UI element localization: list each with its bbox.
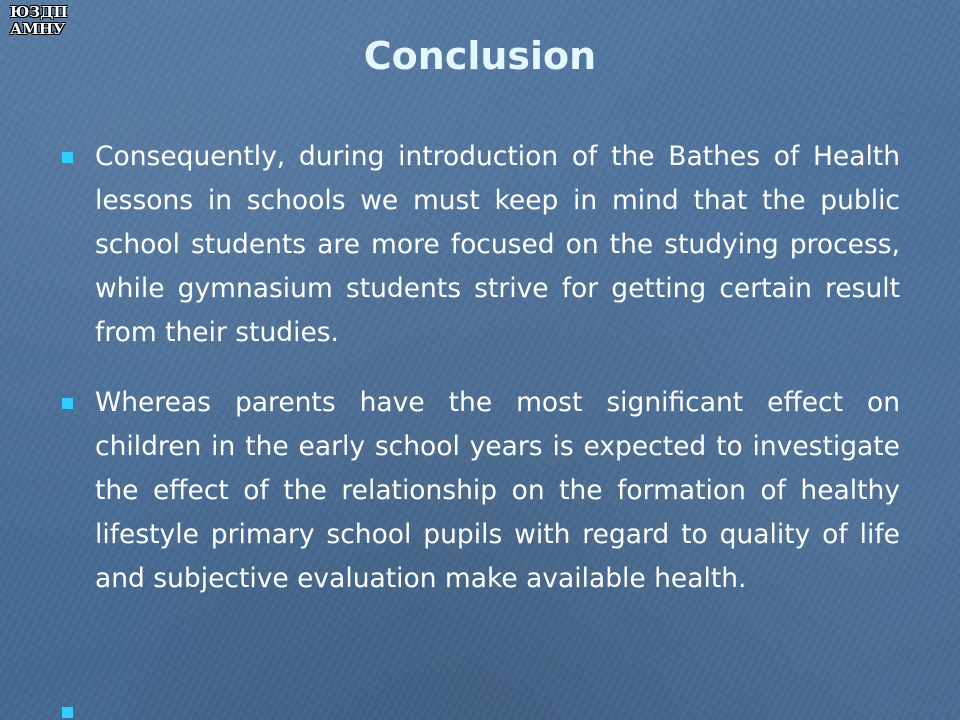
bullet-item-2 bbox=[62, 381, 900, 601]
square-bullet-icon bbox=[62, 152, 73, 163]
logo-line-2: АМНУ bbox=[10, 20, 66, 38]
bullet-list bbox=[62, 135, 900, 627]
logo-line-1: ЮЗДП bbox=[10, 3, 68, 21]
bullet-text-1: Consequently, during introduction of the Bathes of Health lessons in schools we must keep in mind that the public school students are more focused on the studying process, while gymnasium students strive for getting certain result from their studies. bbox=[95, 141, 900, 348]
slide-title: Conclusion bbox=[363, 34, 597, 78]
square-bullet-icon bbox=[62, 398, 73, 409]
square-bullet-icon bbox=[62, 707, 73, 718]
bullet-text-2: Whereas parents have the most significant effect on children in the early school years is expected to investigate the effect of the relationship on the formation of healthy lifestyle primary school pupils with regard to quality of life and subjective evaluation make available health. bbox=[95, 387, 900, 594]
bullet-item-1 bbox=[62, 135, 900, 355]
bullet-item-3 bbox=[62, 707, 82, 720]
